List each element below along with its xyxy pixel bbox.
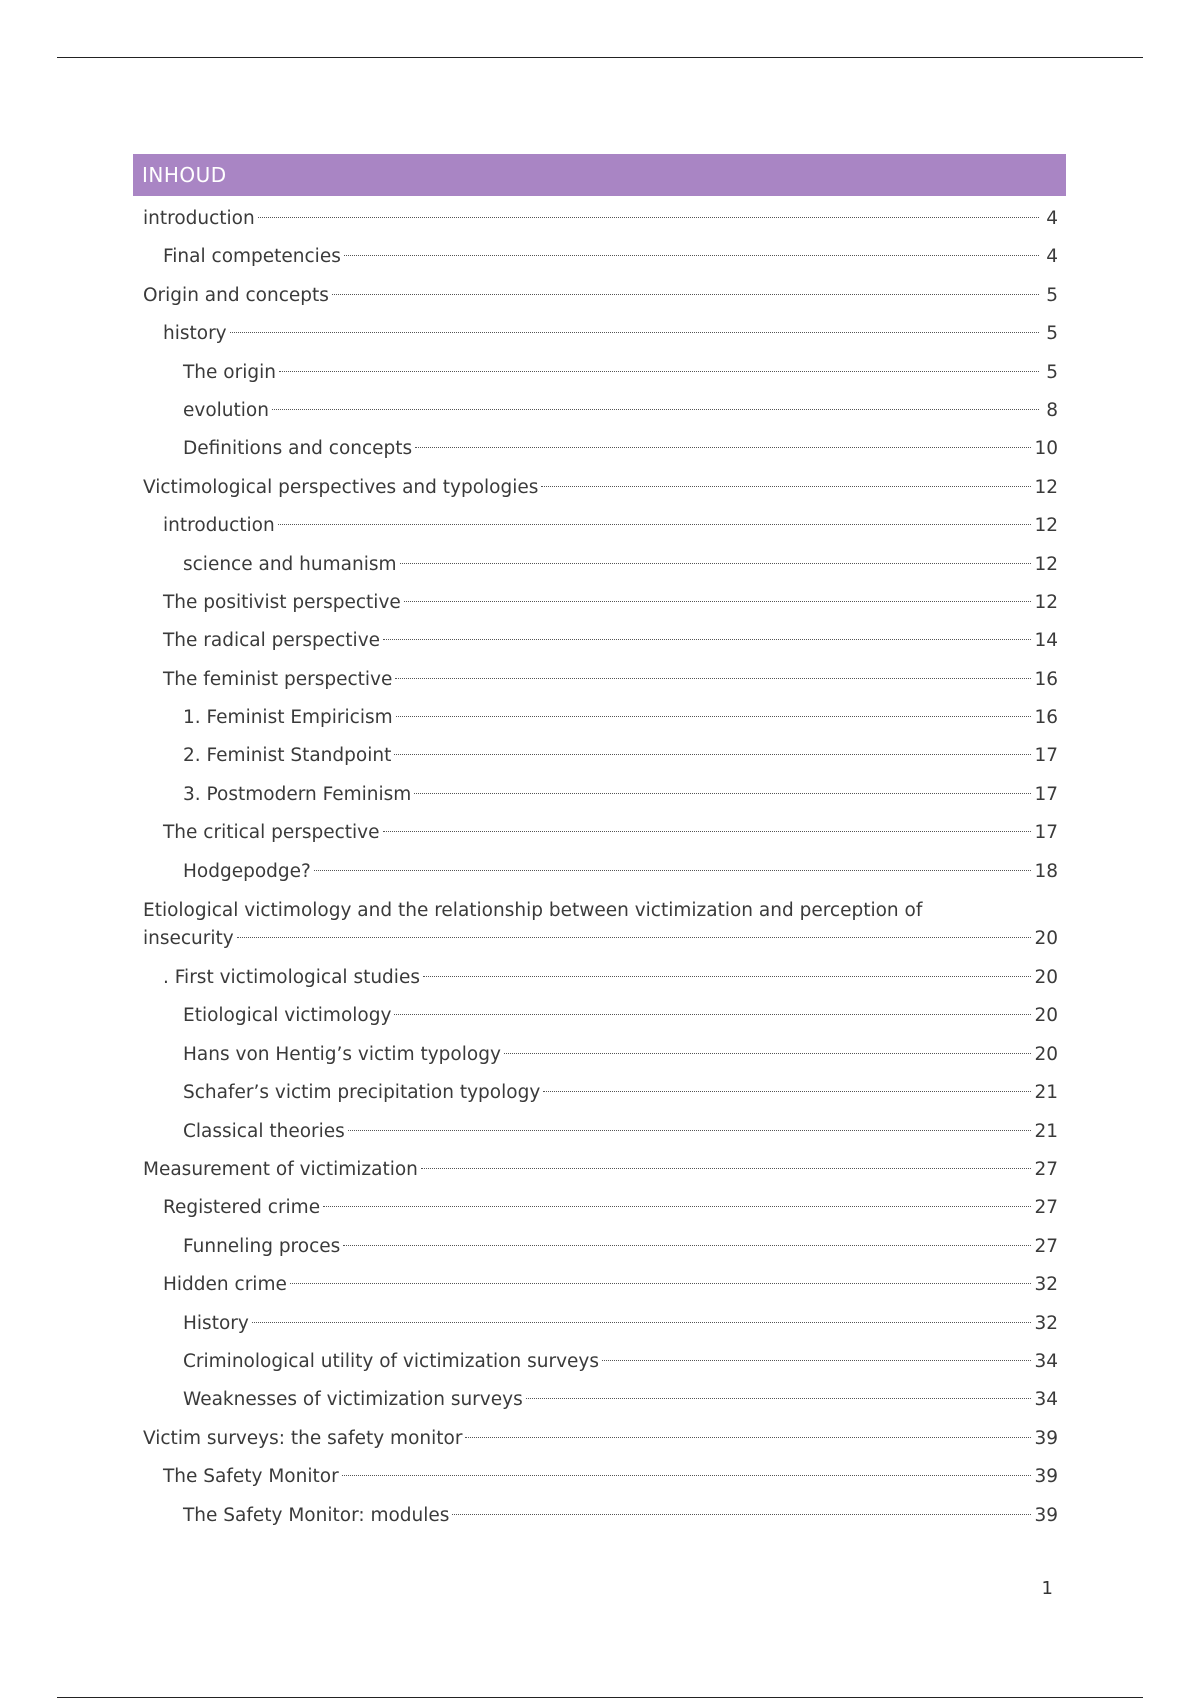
toc-entry-page: 12 [1034, 515, 1058, 537]
toc-entry-title: Etiological victimology [183, 1005, 392, 1027]
toc-entry-title: science and humanism [183, 553, 397, 575]
toc-entry-page: 21 [1034, 1082, 1058, 1104]
toc-entry[interactable] [133, 699, 1066, 737]
toc-entry-page: 20 [1034, 928, 1058, 950]
toc-entry-page: 12 [1034, 591, 1058, 613]
toc-entry[interactable] [133, 469, 1066, 507]
toc-entry-title: Hodgepodge? [183, 860, 311, 882]
dot-leader [272, 409, 1039, 410]
dot-leader [404, 601, 1032, 602]
toc-entry-page: 27 [1034, 1235, 1058, 1257]
toc-entry-page: 5 [1046, 323, 1058, 345]
toc-entry[interactable] [133, 1266, 1066, 1304]
dot-leader [237, 937, 1032, 938]
dot-leader [423, 976, 1031, 977]
toc-entry-title: The Safety Monitor: modules [183, 1504, 450, 1526]
toc-entry-page: 34 [1034, 1350, 1058, 1372]
toc-entry-title: History [183, 1312, 249, 1334]
dot-leader [602, 1360, 1031, 1361]
toc-entry-page: 5 [1046, 361, 1058, 383]
toc-entry[interactable] [133, 200, 1066, 238]
toc-entry[interactable] [133, 1113, 1066, 1151]
toc-entry[interactable] [133, 997, 1066, 1035]
page-number: 1 [1041, 1578, 1053, 1599]
toc-entry[interactable] [133, 1343, 1066, 1381]
dot-leader [348, 1130, 1032, 1131]
toc-entry-page: 17 [1034, 783, 1058, 805]
toc-entry-page: 20 [1034, 1043, 1058, 1065]
toc-entry[interactable] [133, 622, 1066, 660]
toc-heading: INHOUD [133, 154, 1066, 196]
toc-entry[interactable] [133, 959, 1066, 997]
toc-entry-page: 5 [1046, 284, 1058, 306]
dot-leader [279, 371, 1039, 372]
toc-entry[interactable] [133, 1420, 1066, 1458]
dot-leader [290, 1283, 1032, 1284]
toc-entry-title: introduction [163, 515, 275, 537]
toc-entry-title: The radical perspective [163, 630, 381, 652]
toc-entry-page: 21 [1034, 1120, 1058, 1142]
toc-entry[interactable] [133, 891, 1066, 959]
toc-entry-title: Final competencies [163, 246, 341, 268]
toc-entry[interactable] [133, 1228, 1066, 1266]
dot-leader [342, 1475, 1032, 1476]
dot-leader [323, 1206, 1031, 1207]
dot-leader [504, 1053, 1032, 1054]
toc-entry-title: Measurement of victimization [143, 1158, 418, 1180]
toc-entry-page: 16 [1034, 668, 1058, 690]
toc-entry-page: 39 [1034, 1504, 1058, 1526]
toc-entry-page: 18 [1034, 860, 1058, 882]
toc-entry[interactable] [133, 392, 1066, 430]
toc-entry-page: 8 [1046, 399, 1058, 421]
dot-leader [230, 332, 1039, 333]
toc-entry[interactable] [133, 1381, 1066, 1419]
toc-entry-page: 20 [1034, 967, 1058, 989]
dot-leader [452, 1514, 1031, 1515]
toc-entry-title: Victim surveys: the safety monitor [143, 1427, 463, 1449]
toc-entry-title: Schafer’s victim precipitation typology [183, 1082, 541, 1104]
toc-entry-title: introduction [143, 208, 255, 229]
toc-entry-title: history [163, 323, 227, 345]
toc-entry-page: 39 [1034, 1466, 1058, 1488]
dot-leader [383, 639, 1031, 640]
footer-rule [57, 1697, 1143, 1698]
toc-entry[interactable] [133, 354, 1066, 392]
toc-list [133, 200, 1066, 1535]
toc-entry-title: Registered crime [163, 1197, 321, 1219]
toc-entry-title: The origin [183, 361, 276, 383]
toc-entry-title: Classical theories [183, 1120, 345, 1142]
toc-entry-title: The Safety Monitor [163, 1466, 339, 1488]
dot-leader [543, 1091, 1031, 1092]
toc-entry[interactable] [133, 737, 1066, 775]
toc-entry-title: Origin and concepts [143, 284, 329, 306]
dot-leader [541, 486, 1031, 487]
dot-leader [526, 1398, 1032, 1399]
dot-leader [332, 294, 1039, 295]
toc-entry-title: 2. Feminist Standpoint [183, 745, 392, 767]
toc-entry-page: 39 [1034, 1427, 1058, 1449]
toc-entry-page: 10 [1034, 438, 1058, 460]
toc-entry[interactable] [133, 315, 1066, 353]
dot-leader [252, 1322, 1032, 1323]
dot-leader [415, 447, 1031, 448]
dot-leader [394, 754, 1031, 755]
toc-entry-title: The positivist perspective [163, 591, 401, 613]
dot-leader [400, 563, 1032, 564]
dot-leader [414, 793, 1031, 794]
dot-leader [394, 1014, 1031, 1015]
toc-entry-page: 32 [1034, 1312, 1058, 1334]
toc-entry-page: 17 [1034, 745, 1058, 767]
toc-entry-page: 27 [1034, 1197, 1058, 1219]
toc-entry[interactable] [133, 776, 1066, 814]
dot-leader [344, 255, 1039, 256]
toc-entry[interactable] [133, 814, 1066, 852]
toc-entry-title: 3. Postmodern Feminism [183, 783, 412, 805]
toc-entry[interactable] [133, 507, 1066, 545]
toc-entry[interactable] [133, 1305, 1066, 1343]
toc-entry[interactable] [133, 1151, 1066, 1189]
toc-entry-title: Weaknesses of victimization surveys [183, 1389, 523, 1411]
toc-entry-title: Hidden crime [163, 1274, 287, 1296]
toc-entry-title: Hans von Hentig’s victim typology [183, 1043, 501, 1065]
toc-entry-title-continued: insecurity [143, 928, 234, 950]
toc-entry[interactable] [133, 1036, 1066, 1074]
dot-leader [383, 831, 1032, 832]
toc-entry-page: 17 [1034, 822, 1058, 844]
toc-entry-title: The critical perspective [163, 822, 380, 844]
toc-entry[interactable] [133, 277, 1066, 315]
toc-entry[interactable] [133, 661, 1066, 699]
toc-entry-title: Etiological victimology and the relationship between victimization and perception of [143, 900, 923, 922]
toc-entry-page: 4 [1046, 246, 1058, 268]
toc-entry-title: Definitions and concepts [183, 438, 413, 460]
toc-entry[interactable] [133, 546, 1066, 584]
toc-entry[interactable] [133, 1497, 1066, 1535]
dot-leader [395, 678, 1031, 679]
toc-entry-page: 16 [1034, 707, 1058, 729]
toc-entry[interactable] [133, 1074, 1066, 1112]
toc-entry-page: 12 [1034, 553, 1058, 575]
toc-entry[interactable] [133, 584, 1066, 622]
toc-entry-title: 1. Feminist Empiricism [183, 707, 393, 729]
dot-leader [314, 870, 1032, 871]
toc-entry[interactable] [133, 238, 1066, 276]
toc-entry-title: evolution [183, 399, 269, 421]
header-rule [57, 57, 1143, 58]
dot-leader [465, 1437, 1031, 1438]
toc-entry-page: 12 [1034, 476, 1058, 498]
toc-entry-page: 32 [1034, 1274, 1058, 1296]
toc-entry-page: 34 [1034, 1389, 1058, 1411]
dot-leader [258, 217, 1039, 218]
toc-entry-title: Funneling proces [183, 1235, 341, 1257]
toc-entry[interactable] [133, 430, 1066, 468]
dot-leader [396, 716, 1032, 717]
toc-entry-title: . First victimological studies [163, 967, 420, 989]
toc-entry-title: The feminist perspective [163, 668, 393, 690]
dot-leader [421, 1168, 1032, 1169]
dot-leader [343, 1245, 1031, 1246]
toc-entry-page: 4 [1046, 208, 1058, 229]
toc-entry-title: Victimological perspectives and typologies [143, 476, 539, 498]
toc-entry-page: 27 [1034, 1158, 1058, 1180]
dot-leader [278, 524, 1032, 525]
toc-entry[interactable] [133, 1458, 1066, 1496]
toc-entry-page: 20 [1034, 1005, 1058, 1027]
toc-entry[interactable] [133, 853, 1066, 891]
table-of-contents [133, 154, 1066, 1535]
toc-entry[interactable] [133, 1189, 1066, 1227]
toc-entry-page: 14 [1034, 630, 1058, 652]
toc-entry-title: Criminological utility of victimization surveys [183, 1350, 599, 1372]
